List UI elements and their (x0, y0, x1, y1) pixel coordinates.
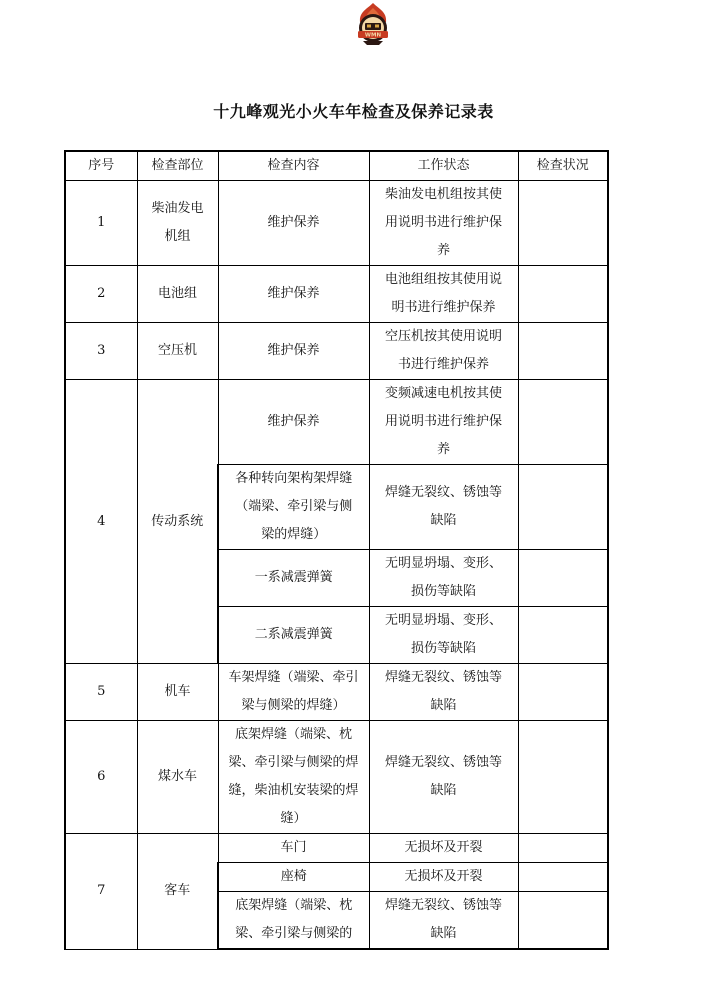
row-status: 变频减速电机按其使用说明书进行维护保养 (369, 380, 518, 465)
header-part: 检查部位 (137, 151, 218, 181)
row-content: 底架焊缝（端梁、枕梁、牵引梁与侧梁的 (218, 892, 369, 950)
row-status: 焊缝无裂纹、锈蚀等缺陷 (369, 664, 518, 721)
row-part: 传动系统 (137, 380, 218, 664)
row-content: 车门 (218, 834, 369, 863)
row-content: 底架焊缝（端梁、枕梁、牵引梁与侧梁的焊缝，柴油机安装梁的焊缝） (218, 721, 369, 834)
inspection-table (64, 150, 609, 950)
train-emblem-logo (353, 2, 393, 46)
row-check-cell[interactable] (518, 834, 608, 863)
row-status: 无明显坍塌、变形、损伤等缺陷 (369, 550, 518, 607)
row-part: 煤水车 (137, 721, 218, 834)
row-status: 焊缝无裂纹、锈蚀等缺陷 (369, 892, 518, 950)
table-row (65, 181, 608, 266)
row-no: 2 (65, 266, 137, 323)
table-row (65, 721, 608, 834)
header-check: 检查状况 (518, 151, 608, 181)
row-status: 电池组组按其使用说明书进行维护保养 (369, 266, 518, 323)
row-check-cell[interactable] (518, 550, 608, 607)
row-check-cell[interactable] (518, 181, 608, 266)
row-status: 焊缝无裂纹、锈蚀等缺陷 (369, 465, 518, 550)
row-check-cell[interactable] (518, 465, 608, 550)
row-part: 机车 (137, 664, 218, 721)
row-check-cell[interactable] (518, 266, 608, 323)
table-row (65, 380, 608, 465)
row-status: 无损坏及开裂 (369, 834, 518, 863)
header-no: 序号 (65, 151, 137, 181)
row-part: 空压机 (137, 323, 218, 380)
row-check-cell[interactable] (518, 607, 608, 664)
page-title: 十九峰观光小火车年检查及保养记录表 (213, 102, 494, 121)
row-content: 维护保养 (218, 181, 369, 266)
row-check-cell[interactable] (518, 721, 608, 834)
header-status: 工作状态 (369, 151, 518, 181)
row-check-cell[interactable] (518, 323, 608, 380)
row-no: 4 (65, 380, 137, 664)
row-part: 客车 (137, 834, 218, 950)
row-content: 车架焊缝（端梁、牵引梁与侧梁的焊缝） (218, 664, 369, 721)
row-check-cell[interactable] (518, 892, 608, 950)
row-content: 维护保养 (218, 323, 369, 380)
table-row (65, 834, 608, 863)
row-check-cell[interactable] (518, 863, 608, 892)
row-check-cell[interactable] (518, 664, 608, 721)
row-no: 3 (65, 323, 137, 380)
row-no: 7 (65, 834, 137, 950)
row-part: 柴油发电机组 (137, 181, 218, 266)
row-status: 空压机按其使用说明书进行维护保养 (369, 323, 518, 380)
row-no: 5 (65, 664, 137, 721)
table-row (65, 323, 608, 380)
row-content: 座椅 (218, 863, 369, 892)
logo-text: WMN (364, 32, 382, 39)
row-no: 1 (65, 181, 137, 266)
row-content: 二系减震弹簧 (218, 607, 369, 664)
table-row (65, 266, 608, 323)
row-status: 柴油发电机组按其使用说明书进行维护保养 (369, 181, 518, 266)
row-status: 无明显坍塌、变形、损伤等缺陷 (369, 607, 518, 664)
row-content: 维护保养 (218, 380, 369, 465)
row-status: 无损坏及开裂 (369, 863, 518, 892)
row-no: 6 (65, 721, 137, 834)
row-part: 电池组 (137, 266, 218, 323)
row-check-cell[interactable] (518, 380, 608, 465)
table-header-row (65, 151, 608, 181)
header-content: 检查内容 (218, 151, 369, 181)
table-row (65, 664, 608, 721)
row-content: 一系减震弹簧 (218, 550, 369, 607)
row-content: 维护保养 (218, 266, 369, 323)
row-status: 焊缝无裂纹、锈蚀等缺陷 (369, 721, 518, 834)
row-content: 各种转向架构架焊缝（端梁、牵引梁与侧梁的焊缝） (218, 465, 369, 550)
